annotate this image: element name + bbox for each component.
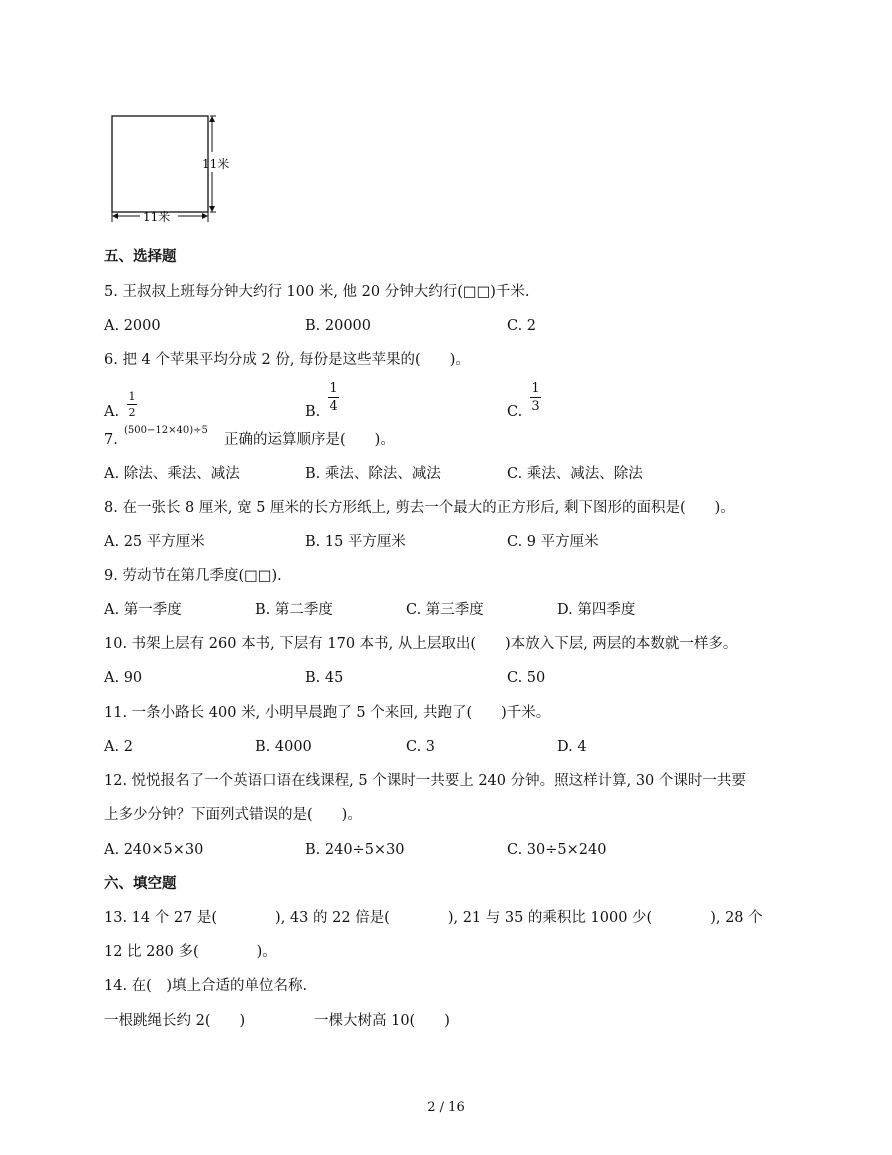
q6-option-a-letter: A. [104,404,120,420]
question-6: 6. 把 4 个苹果平均分成 2 份, 每份是这些苹果的( )。 [104,352,470,368]
question-12-line-1: 12. 悦悦报名了一个英语口语在线课程, 5 个课时一共要上 240 分钟。照这样计算, 30 个课时一共要 [104,773,746,789]
question-7-number: 7. [104,432,118,448]
question-13-line-2: 12 比 280 多( )。 [104,944,277,960]
question-13-line-1: 13. 14 个 27 是( ), 43 的 22 倍是( ), 21 与 35 的乘积比 1000 少( ), 28 个 [104,910,763,926]
section-heading-choice: 五、选择题 [104,248,177,265]
q9-option-c: C. 第三季度 [406,602,484,618]
question-11: 11. 一条小路长 400 米, 小明早晨跑了 5 个来回, 共跑了( )千米。 [104,705,551,721]
question-14: 14. 在( )填上合适的单位名称. [104,978,308,994]
q5-option-a: A. 2000 [104,318,161,334]
q7-option-a: A. 除法、乘法、减法 [104,466,240,482]
q12-option-b: B. 240÷5×30 [305,842,405,858]
question-5: 5. 王叔叔上班每分钟大约行 100 米, 他 20 分钟大约行(□□)千米. [104,284,530,300]
question-10: 10. 书架上层有 260 本书, 下层有 170 本书, 从上层取出( )本放入下层, 两层的本数就一样多。 [104,636,738,652]
q8-option-b: B. 15 平方厘米 [305,534,406,550]
q9-option-b: B. 第二季度 [255,602,333,618]
q10-option-a: A. 90 [104,670,143,686]
square-shape [112,116,208,212]
q7-option-c: C. 乘法、减法、除法 [507,466,643,482]
q11-option-b: B. 4000 [255,739,312,755]
q10-option-c: C. 50 [507,670,546,686]
q11-option-a: A. 2 [104,739,133,755]
q9-option-d: D. 第四季度 [557,602,636,618]
q11-option-d: D. 4 [557,739,587,755]
q5-option-b: B. 20000 [305,318,372,334]
question-8: 8. 在一张长 8 厘米, 宽 5 厘米的长方形纸上, 剪去一个最大的正方形后, 剩下图形的面积是( )。 [104,500,735,516]
q14-item-right: 一棵大树高 10( ) [314,1013,450,1029]
page-number: 2 / 16 [427,1100,465,1115]
q9-option-a: A. 第一季度 [104,602,182,618]
question-9: 9. 劳动节在第几季度(□□). [104,568,282,584]
width-label: 11米 [143,210,171,224]
question-12-line-2: 上多少分钟？下面列式错误的是( )。 [104,807,362,823]
q6-option-b-fraction: 1 4 [329,381,338,414]
height-label: 11米 [202,157,230,171]
q11-option-c: C. 3 [406,739,436,755]
section-heading-fill-blank: 六、填空题 [104,875,177,892]
q6-option-c-fraction: 1 3 [531,381,540,414]
square-figure [100,108,250,228]
q6-option-a-fraction: 1 2 [128,390,136,419]
question-7-stem: 正确的运算顺序是( )。 [224,432,395,448]
q6-option-b-letter: B. [305,404,321,420]
question-7-expression: (500−12×40)÷5 [124,425,208,436]
q8-option-a: A. 25 平方厘米 [104,534,205,550]
q12-option-a: A. 240×5×30 [104,842,204,858]
q7-option-b: B. 乘法、除法、减法 [305,466,441,482]
q14-item-left: 一根跳绳长约 2( ) [104,1013,246,1029]
q6-option-c-letter: C. [507,404,523,420]
q5-option-c: C. 2 [507,318,537,334]
q10-option-b: B. 45 [305,670,344,686]
q12-option-c: C. 30÷5×240 [507,842,607,858]
q8-option-c: C. 9 平方厘米 [507,534,599,550]
